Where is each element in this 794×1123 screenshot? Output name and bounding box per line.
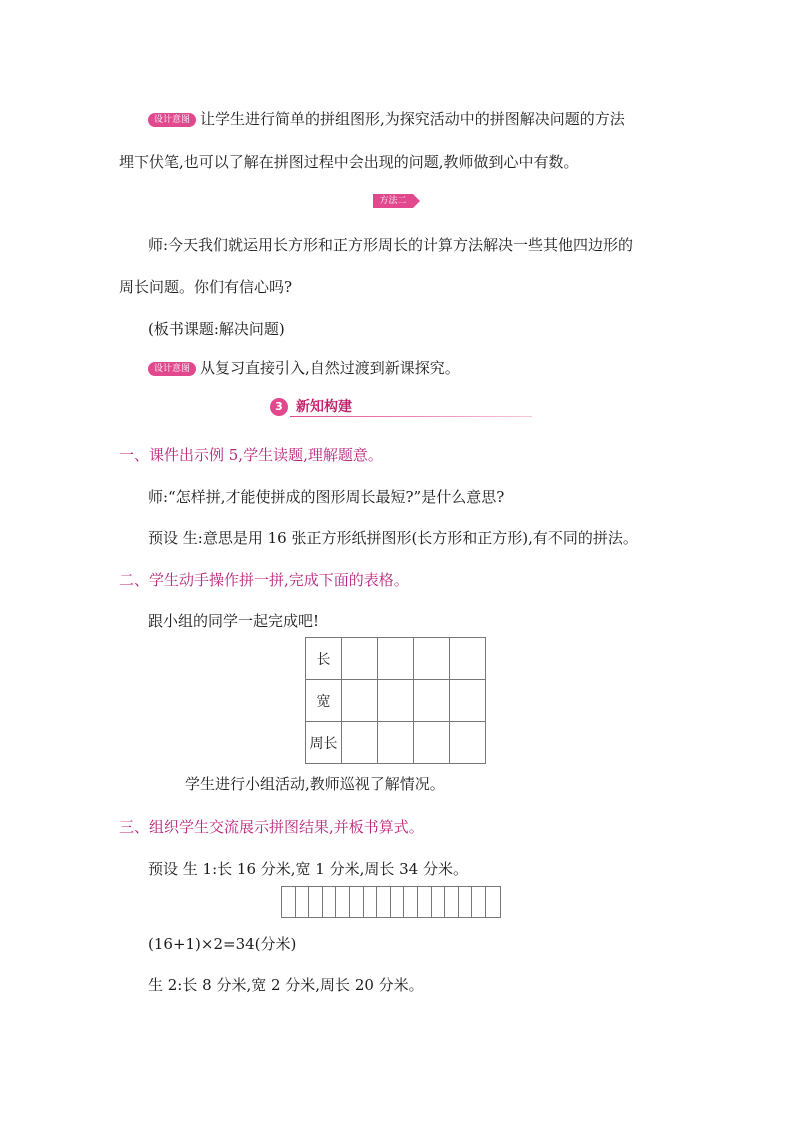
section-header [270, 398, 532, 418]
design-intent-badge: 设计意图 [148, 113, 196, 127]
strip-square [432, 887, 446, 917]
part-1-line-1: 师:“怎样拼,才能使拼成的图形周长最短?”是什么意思? [148, 488, 505, 506]
table-row [306, 680, 486, 722]
section-underline [290, 416, 532, 417]
part-2-after-table: 学生进行小组活动,教师巡视了解情况。 [185, 775, 445, 793]
teacher-line-1: 师:今天我们就运用长方形和正方形周长的计算方法解决一些其他四边形的 [148, 236, 634, 254]
table-cell [378, 722, 414, 764]
square-strip-16x1 [281, 886, 501, 918]
strip-square [296, 887, 310, 917]
part-1-heading: 一、课件出示例 5,学生读题,理解题意。 [119, 446, 383, 464]
strip-square [282, 887, 296, 917]
table-cell [414, 680, 450, 722]
table-cell [450, 638, 486, 680]
teacher-line-2: 周长问题。你们有信心吗? [119, 278, 293, 296]
table-cell [414, 722, 450, 764]
table-cell [450, 680, 486, 722]
dimension-table [305, 637, 486, 764]
part-3-line-2: 生 2:长 8 分米,宽 2 分米,周长 20 分米。 [148, 976, 424, 994]
design-intent-text-2: 从复习直接引入,自然过渡到新课探究。 [200, 359, 460, 377]
table-cell [414, 638, 450, 680]
strip-square [377, 887, 391, 917]
part-3-line-1: 预设 生 1:长 16 分米,宽 1 分米,周长 34 分米。 [148, 860, 468, 878]
design-intent-line-3 [148, 357, 460, 378]
design-intent-line-1 [148, 108, 625, 129]
board-title: (板书课题:解决问题) [148, 320, 285, 338]
strip-square [459, 887, 473, 917]
table-cell [450, 722, 486, 764]
design-intent-line-2: 埋下伏笔,也可以了解在拼图过程中会出现的问题,教师做到心中有数。 [119, 153, 579, 171]
part-1-line-2: 预设 生:意思是用 16 张正方形纸拼图形(长方形和正方形),有不同的拼法。 [148, 529, 638, 547]
table-cell [378, 638, 414, 680]
strip-square [364, 887, 378, 917]
row-label-perimeter: 周长 [306, 722, 342, 764]
strip-square [323, 887, 337, 917]
section-number: 3 [270, 398, 288, 416]
row-label-length: 长 [306, 638, 342, 680]
table-cell [378, 680, 414, 722]
strip-square [350, 887, 364, 917]
method-two-badge [373, 194, 419, 208]
strip-square [404, 887, 418, 917]
strip-square [486, 887, 500, 917]
part-2-heading: 二、学生动手操作拼一拼,完成下面的表格。 [119, 571, 409, 589]
method-two-label: 方法二 [379, 196, 407, 206]
table-cell [342, 680, 378, 722]
row-label-width: 宽 [306, 680, 342, 722]
strip-square [472, 887, 486, 917]
part-3-heading: 三、组织学生交流展示拼图结果,并板书算式。 [119, 818, 424, 836]
table-cell [342, 722, 378, 764]
strip-square [309, 887, 323, 917]
table-row [306, 722, 486, 764]
strip-square [418, 887, 432, 917]
strip-square [336, 887, 350, 917]
table-row [306, 638, 486, 680]
part-2-line-1: 跟小组的同学一起完成吧! [148, 612, 320, 630]
strip-square [391, 887, 405, 917]
table-cell [342, 638, 378, 680]
design-intent-badge-2: 设计意图 [148, 362, 196, 376]
design-intent-text-1: 让学生进行简单的拼组图形,为探究活动中的拼图解决问题的方法 [200, 110, 625, 128]
formula: (16+1)×2=34(分米) [148, 935, 297, 953]
strip-square [445, 887, 459, 917]
section-title: 新知构建 [296, 399, 352, 415]
